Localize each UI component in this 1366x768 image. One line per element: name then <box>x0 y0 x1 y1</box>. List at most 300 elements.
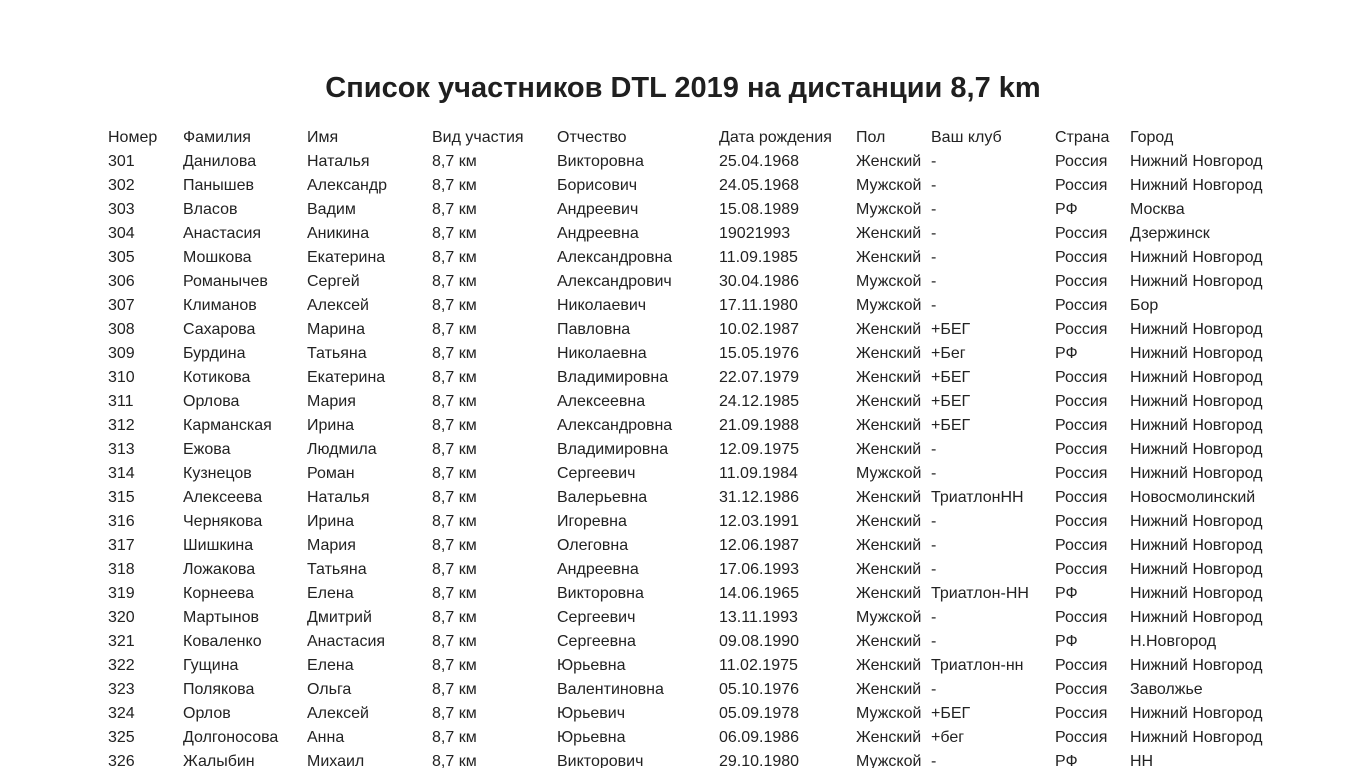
table-row <box>108 534 1280 558</box>
cell-country: Россия <box>1055 153 1108 170</box>
table-row <box>108 150 1280 174</box>
cell-sex: Мужской <box>856 273 922 290</box>
cell-last-name: Ложакова <box>183 561 256 578</box>
cell-birth-date: 30.04.1986 <box>719 273 800 290</box>
table-body <box>108 150 1280 768</box>
cell-birth-date: 29.10.1980 <box>719 753 800 768</box>
cell-sex: Женский <box>856 489 922 506</box>
cell-city: Нижний Новгород <box>1130 321 1263 338</box>
cell-number: 321 <box>108 633 135 650</box>
cell-birth-date: 09.08.1990 <box>719 633 800 650</box>
table-row <box>108 438 1280 462</box>
cell-sex: Женский <box>856 561 922 578</box>
cell-first-name: Алексей <box>307 297 369 314</box>
cell-country: Россия <box>1055 225 1108 242</box>
cell-sex: Мужской <box>856 177 922 194</box>
cell-last-name: Власов <box>183 201 238 218</box>
column-header-first-name: Имя <box>307 129 339 146</box>
cell-city: Новосмолинский <box>1130 489 1256 506</box>
cell-country: Россия <box>1055 249 1108 266</box>
cell-club: - <box>931 753 937 768</box>
cell-club: - <box>931 681 937 698</box>
cell-last-name: Ежова <box>183 441 231 458</box>
cell-club: ТриатлонНН <box>931 489 1024 506</box>
cell-last-name: Жалыбин <box>183 753 255 768</box>
cell-patronymic: Андреевич <box>557 201 639 218</box>
cell-country: РФ <box>1055 585 1078 602</box>
cell-participation-type: 8,7 км <box>432 321 477 338</box>
cell-participation-type: 8,7 км <box>432 417 477 434</box>
cell-country: Россия <box>1055 273 1108 290</box>
cell-birth-date: 11.02.1975 <box>719 657 798 674</box>
cell-number: 316 <box>108 513 135 530</box>
column-header-participation-type: Вид участия <box>432 129 524 146</box>
cell-participation-type: 8,7 км <box>432 537 477 554</box>
cell-first-name: Татьяна <box>307 561 367 578</box>
cell-last-name: Панышев <box>183 177 254 194</box>
cell-patronymic: Борисович <box>557 177 638 194</box>
cell-patronymic: Александровна <box>557 249 673 266</box>
cell-last-name: Гущина <box>183 657 239 674</box>
cell-number: 311 <box>108 393 134 410</box>
cell-participation-type: 8,7 км <box>432 177 477 194</box>
cell-city: Нижний Новгород <box>1130 369 1263 386</box>
cell-club: +БЕГ <box>931 417 971 434</box>
column-header-last-name: Фамилия <box>183 129 251 146</box>
cell-city: Нижний Новгород <box>1130 441 1263 458</box>
cell-participation-type: 8,7 км <box>432 729 477 746</box>
table-row <box>108 342 1280 366</box>
cell-club: - <box>931 465 937 482</box>
cell-sex: Женский <box>856 417 922 434</box>
cell-city: Заволжье <box>1130 681 1203 698</box>
cell-participation-type: 8,7 км <box>432 489 477 506</box>
cell-birth-date: 25.04.1968 <box>719 153 800 170</box>
cell-country: Россия <box>1055 417 1108 434</box>
cell-last-name: Кузнецов <box>183 465 252 482</box>
table-row <box>108 414 1280 438</box>
cell-country: Россия <box>1055 657 1108 674</box>
cell-club: - <box>931 561 937 578</box>
cell-first-name: Марина <box>307 321 365 338</box>
cell-birth-date: 24.05.1968 <box>719 177 800 194</box>
cell-city: Нижний Новгород <box>1130 561 1263 578</box>
cell-participation-type: 8,7 км <box>432 513 477 530</box>
cell-first-name: Наталья <box>307 489 370 506</box>
cell-club: - <box>931 201 937 218</box>
cell-first-name: Ольга <box>307 681 352 698</box>
column-header-birth-date: Дата рождения <box>719 129 832 146</box>
cell-club: +БЕГ <box>931 393 971 410</box>
cell-patronymic: Юрьевич <box>557 705 626 722</box>
cell-sex: Женский <box>856 393 922 410</box>
cell-birth-date: 24.12.1985 <box>719 393 800 410</box>
table-row <box>108 486 1280 510</box>
cell-participation-type: 8,7 км <box>432 249 477 266</box>
cell-birth-date: 13.11.1993 <box>719 609 798 626</box>
cell-first-name: Анастасия <box>307 633 386 650</box>
cell-number: 319 <box>108 585 135 602</box>
cell-number: 312 <box>108 417 135 434</box>
cell-last-name: Котикова <box>183 369 251 386</box>
cell-last-name: Полякова <box>183 681 255 698</box>
cell-country: Россия <box>1055 177 1108 194</box>
cell-birth-date: 19021993 <box>719 225 791 242</box>
cell-city: Бор <box>1130 297 1159 314</box>
cell-club: - <box>931 177 937 194</box>
cell-sex: Мужской <box>856 297 922 314</box>
cell-first-name: Наталья <box>307 153 370 170</box>
cell-sex: Мужской <box>856 609 922 626</box>
table-row <box>108 510 1280 534</box>
cell-first-name: Александр <box>307 177 388 194</box>
cell-club: +БЕГ <box>931 321 971 338</box>
cell-city: Дзержинск <box>1130 225 1210 242</box>
cell-sex: Мужской <box>856 465 922 482</box>
cell-first-name: Михаил <box>307 753 365 768</box>
table-row <box>108 582 1280 606</box>
cell-participation-type: 8,7 км <box>432 465 477 482</box>
cell-participation-type: 8,7 км <box>432 273 477 290</box>
cell-number: 326 <box>108 753 135 768</box>
cell-number: 306 <box>108 273 135 290</box>
cell-country: Россия <box>1055 729 1108 746</box>
table-row <box>108 294 1280 318</box>
cell-participation-type: 8,7 км <box>432 585 477 602</box>
table-row <box>108 246 1280 270</box>
cell-patronymic: Александрович <box>557 273 672 290</box>
cell-birth-date: 22.07.1979 <box>719 369 800 386</box>
cell-sex: Женский <box>856 657 922 674</box>
cell-sex: Женский <box>856 513 922 530</box>
cell-country: РФ <box>1055 633 1078 650</box>
cell-first-name: Екатерина <box>307 249 386 266</box>
cell-participation-type: 8,7 км <box>432 369 477 386</box>
cell-city: Нижний Новгород <box>1130 153 1263 170</box>
cell-first-name: Аникина <box>307 225 370 242</box>
cell-country: Россия <box>1055 369 1108 386</box>
cell-city: Нижний Новгород <box>1130 537 1263 554</box>
cell-number: 320 <box>108 609 135 626</box>
cell-city: Нижний Новгород <box>1130 393 1263 410</box>
cell-number: 313 <box>108 441 135 458</box>
cell-country: Россия <box>1055 441 1108 458</box>
cell-first-name: Дмитрий <box>307 609 372 626</box>
cell-first-name: Анна <box>307 729 345 746</box>
cell-participation-type: 8,7 км <box>432 225 477 242</box>
table-row <box>108 270 1280 294</box>
cell-birth-date: 12.06.1987 <box>719 537 800 554</box>
cell-patronymic: Павловна <box>557 321 631 338</box>
page-title: Список участников DTL 2019 на дистанции 8,7 km <box>325 72 1041 104</box>
cell-participation-type: 8,7 км <box>432 441 477 458</box>
cell-first-name: Екатерина <box>307 369 386 386</box>
cell-last-name: Чернякова <box>183 513 263 530</box>
cell-last-name: Карманская <box>183 417 272 434</box>
cell-country: Россия <box>1055 297 1108 314</box>
cell-first-name: Елена <box>307 657 354 674</box>
cell-participation-type: 8,7 км <box>432 681 477 698</box>
cell-birth-date: 15.08.1989 <box>719 201 800 218</box>
cell-first-name: Ирина <box>307 513 355 530</box>
cell-participation-type: 8,7 км <box>432 633 477 650</box>
cell-last-name: Сахарова <box>183 321 256 338</box>
cell-patronymic: Владимировна <box>557 369 669 386</box>
cell-sex: Женский <box>856 537 922 554</box>
cell-country: Россия <box>1055 465 1108 482</box>
cell-sex: Мужской <box>856 201 922 218</box>
table-row <box>108 702 1280 726</box>
cell-city: Нижний Новгород <box>1130 657 1263 674</box>
table-row <box>108 654 1280 678</box>
cell-birth-date: 05.09.1978 <box>719 705 800 722</box>
cell-city: Нижний Новгород <box>1130 273 1263 290</box>
cell-first-name: Елена <box>307 585 354 602</box>
cell-patronymic: Викторович <box>557 753 644 768</box>
cell-last-name: Алексеева <box>183 489 263 506</box>
cell-sex: Женский <box>856 249 922 266</box>
cell-patronymic: Сергеевна <box>557 633 636 650</box>
cell-participation-type: 8,7 км <box>432 657 477 674</box>
cell-patronymic: Валентиновна <box>557 681 664 698</box>
cell-sex: Женский <box>856 225 922 242</box>
cell-number: 305 <box>108 249 135 266</box>
cell-club: - <box>931 153 937 170</box>
cell-sex: Женский <box>856 345 922 362</box>
cell-city: Москва <box>1130 201 1185 218</box>
column-header-country: Страна <box>1055 129 1110 146</box>
cell-first-name: Сергей <box>307 273 360 290</box>
cell-country: Россия <box>1055 513 1108 530</box>
cell-last-name: Долгоносова <box>183 729 279 746</box>
table-row <box>108 726 1280 750</box>
cell-country: Россия <box>1055 489 1108 506</box>
cell-participation-type: 8,7 км <box>432 561 477 578</box>
cell-city: Нижний Новгород <box>1130 705 1263 722</box>
cell-city: Нижний Новгород <box>1130 177 1263 194</box>
cell-last-name: Романычев <box>183 273 268 290</box>
cell-birth-date: 11.09.1985 <box>719 249 798 266</box>
cell-birth-date: 05.10.1976 <box>719 681 800 698</box>
cell-sex: Женский <box>856 369 922 386</box>
cell-club: - <box>931 225 937 242</box>
cell-club: - <box>931 297 937 314</box>
cell-club: +БЕГ <box>931 705 971 722</box>
cell-number: 318 <box>108 561 135 578</box>
cell-country: Россия <box>1055 393 1108 410</box>
table-row <box>108 318 1280 342</box>
cell-participation-type: 8,7 км <box>432 609 477 626</box>
cell-country: РФ <box>1055 201 1078 218</box>
table-row <box>108 174 1280 198</box>
cell-country: Россия <box>1055 321 1108 338</box>
cell-club: +Бег <box>931 345 966 362</box>
table-row <box>108 366 1280 390</box>
cell-sex: Мужской <box>856 705 922 722</box>
cell-club: - <box>931 537 937 554</box>
cell-sex: Женский <box>856 153 922 170</box>
cell-number: 307 <box>108 297 135 314</box>
cell-city: Нижний Новгород <box>1130 417 1263 434</box>
cell-patronymic: Олеговна <box>557 537 629 554</box>
cell-club: - <box>931 633 937 650</box>
cell-sex: Женский <box>856 441 922 458</box>
table-row <box>108 678 1280 702</box>
cell-first-name: Вадим <box>307 201 356 218</box>
cell-participation-type: 8,7 км <box>432 153 477 170</box>
cell-number: 308 <box>108 321 135 338</box>
cell-number: 324 <box>108 705 135 722</box>
cell-number: 303 <box>108 201 135 218</box>
table-row <box>108 558 1280 582</box>
cell-last-name: Данилова <box>183 153 257 170</box>
column-header-patronymic: Отчество <box>557 129 627 146</box>
cell-club: Триатлон-НН <box>931 585 1029 602</box>
cell-patronymic: Викторовна <box>557 585 644 602</box>
cell-first-name: Татьяна <box>307 345 367 362</box>
cell-city: Нижний Новгород <box>1130 729 1263 746</box>
cell-birth-date: 14.06.1965 <box>719 585 800 602</box>
cell-club: +БЕГ <box>931 369 971 386</box>
cell-number: 322 <box>108 657 135 674</box>
cell-city: НН <box>1130 753 1154 768</box>
cell-last-name: Корнеева <box>183 585 254 602</box>
cell-country: Россия <box>1055 705 1108 722</box>
cell-patronymic: Юрьевна <box>557 657 626 674</box>
cell-first-name: Алексей <box>307 705 369 722</box>
cell-last-name: Анастасия <box>183 225 262 242</box>
cell-number: 317 <box>108 537 135 554</box>
cell-club: - <box>931 273 937 290</box>
cell-birth-date: 12.03.1991 <box>719 513 800 530</box>
cell-participation-type: 8,7 км <box>432 201 477 218</box>
table-row <box>108 390 1280 414</box>
cell-club: +бег <box>931 729 965 746</box>
cell-number: 304 <box>108 225 135 242</box>
cell-patronymic: Сергеевич <box>557 465 636 482</box>
cell-first-name: Мария <box>307 537 356 554</box>
cell-birth-date: 06.09.1986 <box>719 729 800 746</box>
cell-number: 314 <box>108 465 135 482</box>
column-header-city: Город <box>1130 129 1174 146</box>
cell-birth-date: 17.06.1993 <box>719 561 800 578</box>
cell-sex: Мужской <box>856 753 922 768</box>
cell-patronymic: Николаевич <box>557 297 647 314</box>
cell-city: Нижний Новгород <box>1130 609 1263 626</box>
column-header-sex: Пол <box>856 129 886 146</box>
cell-city: Н.Новгород <box>1130 633 1217 650</box>
cell-patronymic: Алексеевна <box>557 393 646 410</box>
cell-club: - <box>931 513 937 530</box>
table-row <box>108 606 1280 630</box>
cell-city: Нижний Новгород <box>1130 249 1263 266</box>
cell-patronymic: Валерьевна <box>557 489 648 506</box>
cell-country: РФ <box>1055 345 1078 362</box>
participants-table <box>108 126 1280 768</box>
cell-birth-date: 15.05.1976 <box>719 345 800 362</box>
table-row <box>108 462 1280 486</box>
cell-first-name: Роман <box>307 465 355 482</box>
cell-city: Нижний Новгород <box>1130 345 1263 362</box>
cell-participation-type: 8,7 км <box>432 345 477 362</box>
cell-patronymic: Андреевна <box>557 225 639 242</box>
cell-number: 302 <box>108 177 135 194</box>
cell-city: Нижний Новгород <box>1130 513 1263 530</box>
cell-birth-date: 21.09.1988 <box>719 417 800 434</box>
cell-birth-date: 10.02.1987 <box>719 321 800 338</box>
cell-birth-date: 12.09.1975 <box>719 441 800 458</box>
cell-number: 315 <box>108 489 135 506</box>
cell-patronymic: Владимировна <box>557 441 669 458</box>
cell-patronymic: Александровна <box>557 417 673 434</box>
cell-club: - <box>931 249 937 266</box>
cell-patronymic: Сергеевич <box>557 609 636 626</box>
table-header-row <box>108 126 1280 150</box>
cell-club: - <box>931 609 937 626</box>
cell-first-name: Мария <box>307 393 356 410</box>
cell-sex: Женский <box>856 681 922 698</box>
column-header-number: Номер <box>108 129 158 146</box>
cell-birth-date: 31.12.1986 <box>719 489 800 506</box>
cell-last-name: Мошкова <box>183 249 252 266</box>
cell-patronymic: Юрьевна <box>557 729 626 746</box>
cell-participation-type: 8,7 км <box>432 705 477 722</box>
cell-number: 310 <box>108 369 135 386</box>
cell-participation-type: 8,7 км <box>432 753 477 768</box>
cell-country: Россия <box>1055 537 1108 554</box>
cell-last-name: Бурдина <box>183 345 246 362</box>
cell-last-name: Орлов <box>183 705 231 722</box>
cell-city: Нижний Новгород <box>1130 585 1263 602</box>
cell-number: 309 <box>108 345 135 362</box>
cell-first-name: Ирина <box>307 417 355 434</box>
cell-patronymic: Андреевна <box>557 561 639 578</box>
cell-city: Нижний Новгород <box>1130 465 1263 482</box>
cell-participation-type: 8,7 км <box>432 297 477 314</box>
column-header-club: Ваш клуб <box>931 129 1002 146</box>
table-row <box>108 630 1280 654</box>
cell-patronymic: Игоревна <box>557 513 627 530</box>
table-row <box>108 198 1280 222</box>
cell-last-name: Коваленко <box>183 633 262 650</box>
cell-sex: Женский <box>856 633 922 650</box>
cell-number: 325 <box>108 729 135 746</box>
cell-patronymic: Николаевна <box>557 345 647 362</box>
cell-number: 301 <box>108 153 135 170</box>
cell-sex: Женский <box>856 321 922 338</box>
table-row <box>108 222 1280 246</box>
cell-last-name: Мартынов <box>183 609 260 626</box>
cell-last-name: Климанов <box>183 297 257 314</box>
cell-country: Россия <box>1055 561 1108 578</box>
cell-sex: Женский <box>856 729 922 746</box>
cell-number: 323 <box>108 681 135 698</box>
cell-birth-date: 11.09.1984 <box>719 465 798 482</box>
cell-first-name: Людмила <box>307 441 377 458</box>
cell-participation-type: 8,7 км <box>432 393 477 410</box>
cell-country: Россия <box>1055 681 1108 698</box>
cell-last-name: Шишкина <box>183 537 254 554</box>
cell-patronymic: Викторовна <box>557 153 644 170</box>
cell-sex: Женский <box>856 585 922 602</box>
cell-last-name: Орлова <box>183 393 240 410</box>
cell-club: - <box>931 441 937 458</box>
table-row <box>108 750 1280 768</box>
cell-country: Россия <box>1055 609 1108 626</box>
cell-club: Триатлон-нн <box>931 657 1024 674</box>
cell-birth-date: 17.11.1980 <box>719 297 798 314</box>
cell-country: РФ <box>1055 753 1078 768</box>
